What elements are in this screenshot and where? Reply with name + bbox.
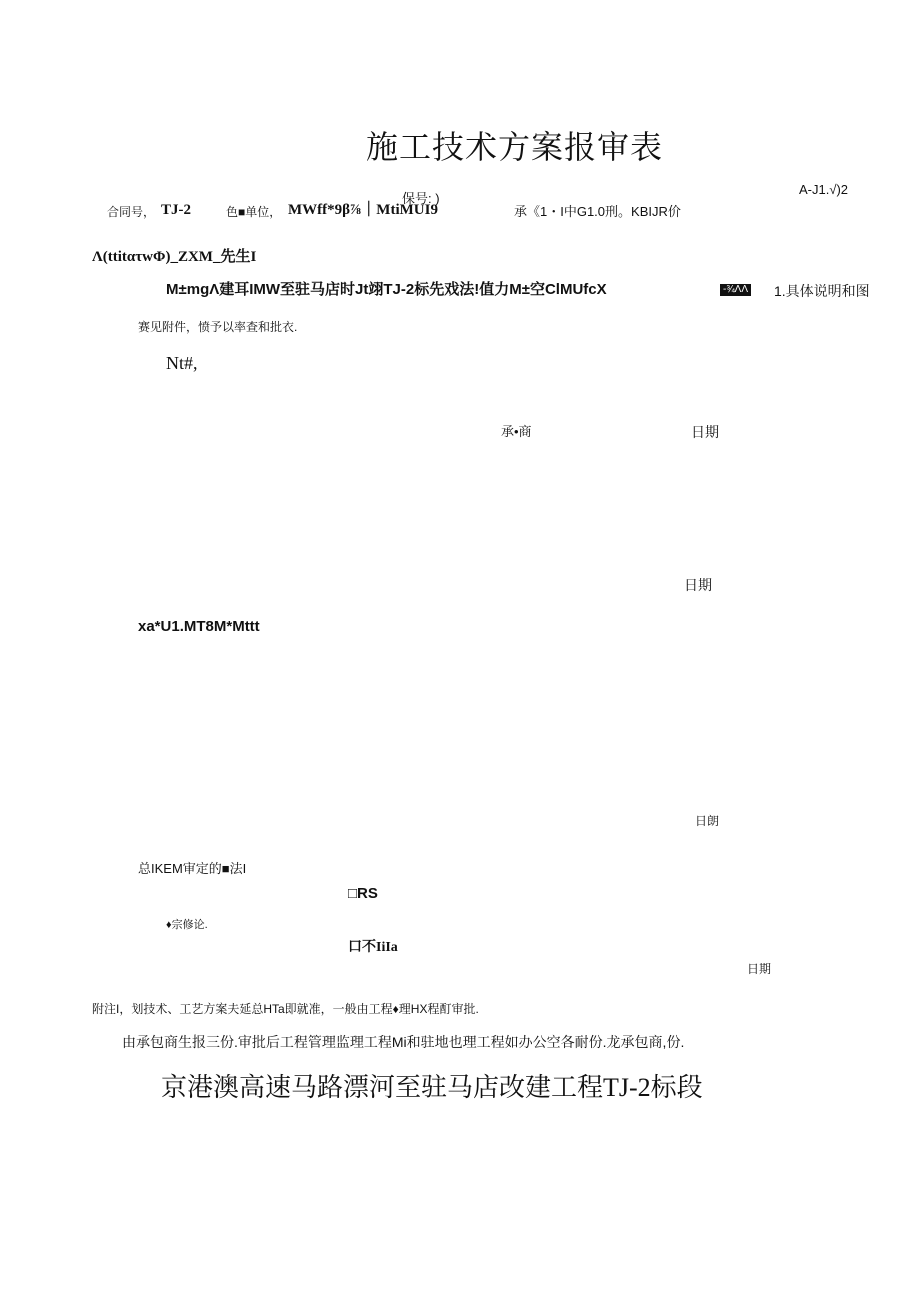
body-line-1: M±mgΛ建耳IMW至驻马店时Jt翊TJ-2标先戏法!值力M±空ClMUfcX: [166, 281, 607, 298]
body-line-1-tail: 1.具体说明和图: [774, 283, 870, 299]
revise-note: ♦宗修论.: [166, 919, 208, 931]
note-line-1: 附注I，划技术、工艺方案夫延总HTa即就准，一般由工程♦理HX程酊审批.: [92, 1002, 479, 1016]
page-title: 施工技术方案报审表: [366, 129, 664, 165]
supervisor-date-label: 日朗: [695, 814, 720, 828]
report-number: 保号: ): [402, 191, 440, 206]
unit-label: 色■单位，: [226, 205, 282, 219]
reference-text: 承《1・I中G1.0刑。KBIJR价: [514, 204, 681, 219]
contractor-date-label: 日期: [691, 424, 719, 440]
option-reject: 口不IiIa: [348, 940, 398, 955]
contract-label: 合同号，: [107, 205, 156, 219]
form-code: A-J1.√)2: [799, 182, 849, 197]
footer-project-name: 京港澳高速马路漂河至驻马店改建工程TJ-2标段: [161, 1073, 703, 1102]
black-badge: -¾ΛΛ: [720, 284, 751, 296]
contractor-label: 承•商: [501, 424, 532, 439]
unit-value: MWff*9β⅞｜MtiMUI9: [288, 202, 438, 218]
addressee: Λ(ttitατwΦ)_ZXM_先生I: [92, 249, 257, 265]
attachment-label: Nt#,: [166, 353, 198, 373]
option-approve: □RS: [348, 885, 378, 902]
chief-opinion-label: 总IKEM审定的■法I: [138, 861, 247, 876]
body-line-2: 赛见附件，愤予以率查和批衣.: [138, 320, 298, 334]
contract-number: TJ-2: [161, 202, 191, 218]
supervisor-opinion-label: xa*U1.MT8M*Mttt: [138, 618, 260, 635]
note-line-2: 由承包商生报三份.审批后工程管理监理工程Mi和驻地也理工程如办公空各耐份.龙承包商,份.: [122, 1034, 685, 1050]
second-date-label: 日期: [684, 577, 712, 593]
chief-date-label: 日期: [747, 962, 772, 976]
